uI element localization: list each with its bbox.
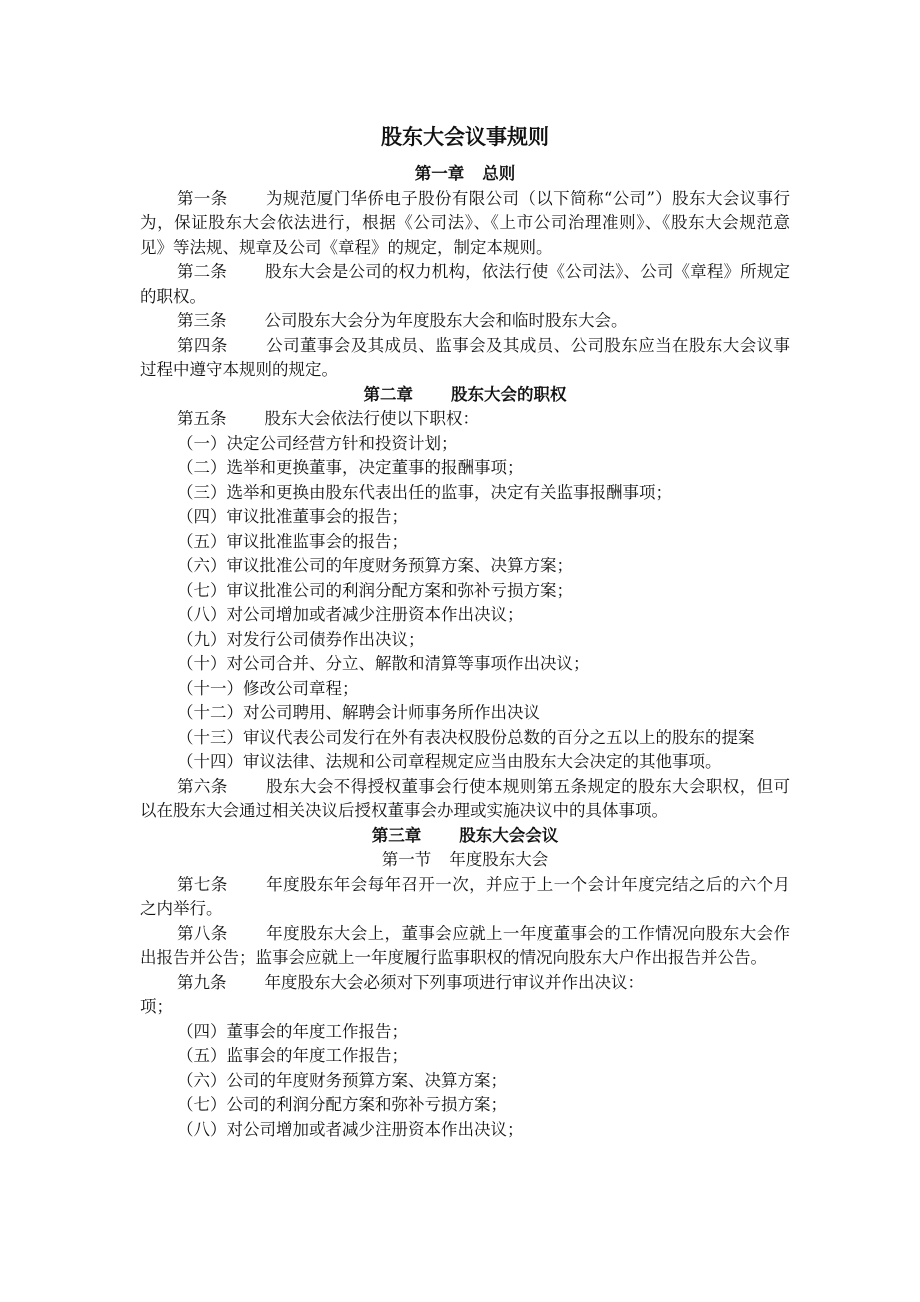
article-7 bbox=[140, 873, 790, 922]
article-9-text: 年度股东大会必须对下列事项进行审议并作出决议： bbox=[264, 972, 644, 992]
annual-item: （八）对公司增加或者减少注册资本作出决议； bbox=[177, 1119, 524, 1139]
article-3-text: 公司股东大会分为年度股东大会和临时股东大会。 bbox=[264, 311, 628, 330]
power-item: （一）决定公司经营方针和投资计划； bbox=[177, 433, 458, 453]
power-item-13: （十三）审议代表公司发行在外有表决权股份总数的百分之五以上的股东的提案 bbox=[177, 727, 755, 747]
article-9-no: 第九条 bbox=[177, 972, 227, 992]
article-7-text: 年度股东年会每年召开一次，并应于上一个会计年度完结之后的六个月之内举行。 bbox=[140, 874, 791, 918]
annual-item: （六）公司的年度财务预算方案、决算方案； bbox=[177, 1070, 507, 1090]
article-3-no: 第三条 bbox=[177, 311, 227, 330]
article-5-text: 股东大会依法行使以下职权： bbox=[264, 409, 479, 428]
chapter-1-heading bbox=[140, 162, 790, 187]
article-9 bbox=[140, 971, 790, 996]
article-5 bbox=[140, 407, 790, 432]
article-2 bbox=[140, 260, 790, 309]
chapter-3-number: 第三章 bbox=[371, 825, 422, 845]
chapter-1-name: 总则 bbox=[482, 164, 516, 183]
article-6 bbox=[140, 775, 790, 824]
article-5-no: 第五条 bbox=[177, 409, 227, 428]
power-item: （九）对发行公司债券作出决议； bbox=[177, 629, 425, 649]
article-6-text: 股东大会不得授权董事会行使本规则第五条规定的股东大会职权，但可以在股东大会通过相关决议后授权董事会办理或实施决议中的具体事项。 bbox=[140, 776, 791, 820]
power-item: （十）对公司合并、分立、解散和清算等事项作出决议； bbox=[177, 654, 590, 673]
section-1-name: 年度股东大会 bbox=[449, 850, 549, 869]
power-item: （三）选举和更换由股东代表出任的监事，决定有关监事报酬事项； bbox=[177, 482, 672, 502]
article-8-no: 第八条 bbox=[177, 923, 228, 943]
article-2-text: 股东大会是公司的权力机构，依法行使《公司法》、公司《章程》所规定的职权。 bbox=[140, 262, 791, 306]
chapter-2-name: 股东大会的职权 bbox=[451, 384, 567, 404]
stray-line: 项； bbox=[140, 997, 173, 1016]
power-item-14: （十四）审议法律、法规和公司章程规定应当由股东大会决定的其他事项。 bbox=[177, 752, 722, 771]
annual-item: （七）公司的利润分配方案和弥补亏损方案； bbox=[177, 1095, 507, 1114]
article-2-no: 第二条 bbox=[177, 262, 227, 281]
power-item: （七）审议批准公司的利润分配方案和弥补亏损方案； bbox=[177, 580, 573, 600]
article-8-text: 年度股东大会上，董事会应就上一年度董事会的工作情况向股东大会作出报告并公告；监事会应就上一年度履行监事职权的情况向股东大户作出报告并公告。 bbox=[140, 923, 791, 967]
section-1-heading bbox=[140, 848, 790, 873]
chapter-3-name: 股东大会会议 bbox=[459, 825, 559, 845]
power-item: （十一）修改公司章程； bbox=[177, 678, 359, 698]
article-1-no: 第一条 bbox=[177, 188, 228, 208]
article-4 bbox=[140, 334, 790, 383]
article-1-text: 为规范厦门华侨电子股份有限公司（以下简称“公司”）股东大会议事行为，保证股东大会依法进行，根据《公司法》、《上市公司治理准则》、《股东大会规范意见》等法规、规章及公司《章程》的规定，制定本规则。 bbox=[140, 188, 790, 257]
chapter-1-number: 第一章 bbox=[414, 164, 465, 183]
document-title: 股东大会议事规则 bbox=[381, 125, 549, 149]
power-item: （五）审议批准监事会的报告； bbox=[177, 531, 408, 551]
power-item: （十二）对公司聘用、解聘会计师事务所作出决议 bbox=[177, 703, 540, 722]
power-item: （八）对公司增加或者减少注册资本作出决议； bbox=[177, 605, 524, 624]
article-8 bbox=[140, 922, 790, 971]
article-1 bbox=[140, 187, 790, 261]
annual-item: （五）监事会的年度工作报告； bbox=[177, 1046, 408, 1065]
article-4-text: 公司董事会及其成员、监事会及其成员、公司股东应当在股东大会议事过程中遵守本规则的规定。 bbox=[140, 335, 791, 379]
chapter-3-heading bbox=[140, 824, 790, 849]
power-item: （二）选举和更换董事，决定董事的报酬事项； bbox=[177, 458, 524, 477]
article-7-no: 第七条 bbox=[177, 874, 228, 894]
power-item: （四）审议批准董事会的报告； bbox=[177, 507, 408, 526]
article-3 bbox=[140, 309, 790, 334]
annual-item: （四）董事会的年度工作报告； bbox=[177, 1021, 408, 1041]
chapter-2-number: 第二章 bbox=[363, 384, 413, 404]
power-item: （六）审议批准公司的年度财务预算方案、决算方案； bbox=[177, 556, 573, 575]
article-6-no: 第六条 bbox=[177, 776, 228, 796]
chapter-2-heading bbox=[140, 383, 790, 408]
document-page bbox=[140, 118, 790, 1142]
section-1-number: 第一节 bbox=[381, 850, 432, 869]
article-4-no: 第四条 bbox=[177, 335, 228, 355]
